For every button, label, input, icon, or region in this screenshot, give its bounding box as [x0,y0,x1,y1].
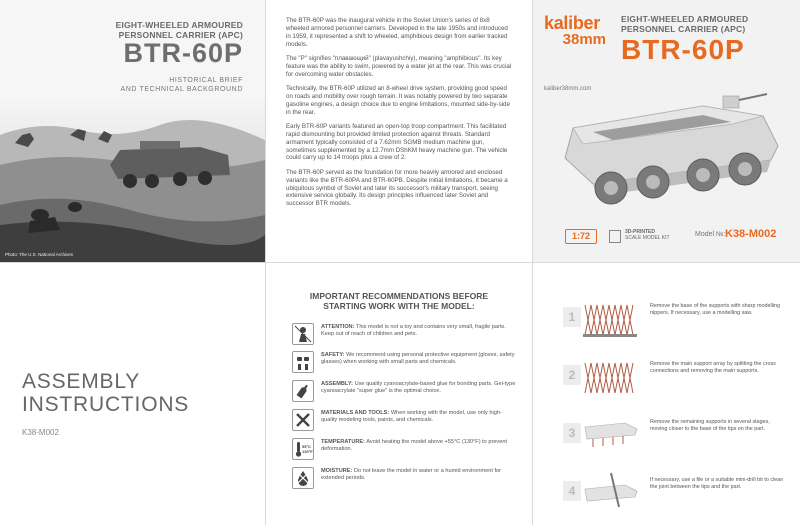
step-text: If necessary, use a file or a suitable mini-drill bit to clean the joint between the tips and the part. [650,477,784,490]
assembly-code: K38-M002 [22,428,59,437]
recommendation-item: MATERIALS AND TOOLS: When working with the model, use only high-quality modeling tools, paints, and chemicals. [292,409,517,435]
recommendation-item: MOISTURE: Do not leave the model in water or a humid environment for extended periods. [292,467,517,493]
recommendation-item: ATTENTION: This model is not a toy and contains very small, fragile parts. Keep out of reach of children and pets. [292,323,517,349]
no-water-icon [292,467,314,489]
btr-model-render [553,88,788,218]
step-text: Remove the base of the supports with sharp modelling nippers. If necessary, use a modelling saw. [650,303,781,316]
tools-icon [292,409,314,431]
step-number: 4 [563,481,581,501]
step-item [563,417,788,463]
recommendation-item: SAFETY: We recommend using personal protective equipment (gloves, safety glasses) when working with small parts and chemicals. [292,351,517,377]
glue-bottle-icon [292,380,314,402]
model-label: Model №: [695,231,726,238]
steps-panel [533,263,800,525]
cover-kicker: EIGHT-WHEELED ARMOURED PERSONNEL CARRIER (APC) [621,14,749,34]
brand-logo: kaliber 38mm [544,13,606,48]
description-text [286,17,512,215]
description-panel [266,0,532,262]
support-removal-illustration [581,301,641,339]
step-item [563,301,788,347]
model-number: K38-M002 [725,228,777,240]
step-item [563,469,788,515]
scale-badge: 1:72 [565,229,597,244]
cover-panel [533,0,800,262]
step-number: 3 [563,423,581,443]
step-number: 2 [563,365,581,385]
recommendation-item: 55°C 130°F TEMPERATURE: Avoid heating the model above +55°C (130°F) to prevent deformation. [292,438,517,464]
description-paragraph: The "P" signifies "плавающий" (plavayushchiy), meaning "amphibious". Its key feature was the ability to swim, powered by a water jet at the rear. This was crucial for overcoming water obstacles. [286,54,512,78]
step-text: Remove the remaining supports in several stages, moving closer to the base of the tips on the part. [650,419,770,432]
history-kicker: EIGHT-WHEELED ARMOURED PERSONNEL CARRIER (APC) [115,20,243,40]
description-paragraph: Early BTR-60P variants featured an open-top troop compartment. This facilitated rapid dismounting but provided limited protection against threats. Standard armament typically consisted of a 7.62mm SGMB medium machine gun, sometimes supplemented by a 12.7mm DShKM heavy machine gun. The vehicle could carry up to 14 troops plus a crew of 2. [286,122,508,162]
safety-gear-icon [292,351,314,373]
recommendations-heading: IMPORTANT RECOMMENDATIONS BEFORE STARTING WORK WITH THE MODEL: [309,291,489,311]
step-item [563,359,788,405]
cube-icon [609,230,621,243]
recommendation-item: ASSEMBLY: Use quality cyanoacrylate-based glue for bonding parts. Gel-type cyanoacrylate "super glue" is the optimal choice. [292,380,517,406]
cover-title: BTR-60P [621,34,745,65]
brand-url: kaliber38mm.com [544,86,592,92]
step-number: 1 [563,307,581,327]
assembly-title: ASSEMBLY INSTRUCTIONS [22,370,190,416]
child-warning-icon [292,323,314,345]
support-removal-illustration [581,359,641,397]
historical-photo [0,95,265,262]
support-removal-illustration [581,417,641,455]
history-subtitle: HISTORICAL BRIEF AND TECHNICAL BACKGROUND [120,77,243,93]
description-paragraph: The BTR-60P served as the foundation for more heavily armored and enclosed variants like the BTR-60PA and BTR-60PB. Despite initial limitations, it became a ubiquitous symbol of Soviet and later its successor's military transport, seeing extensive service globally. Its design principles influenced later Soviet and successor BTR models. [286,168,508,208]
assembly-panel [0,263,265,525]
recommendations-panel [266,263,532,525]
description-paragraph: The BTR-60P was the inaugural vehicle in the Soviet Union's series of 8x8 wheeled armored personnel carriers. Developed in the late 1950s and introduced in 1959, it represented a shift to wheeled, amphibious design from earlier tracked models. [286,17,508,48]
kit-type: 3D-PRINTED SCALE MODEL KIT [625,229,670,241]
file-cleanup-illustration [581,471,641,513]
history-panel [0,0,265,262]
step-text: Remove the main support array by splitting the cross connections and removing the main supports. [650,361,776,374]
photo-credit: Photo: The U.S. National Archives [5,252,73,257]
description-paragraph: Technically, the BTR-60P utilized an 8-wheel drive system, providing good speed on roads and mobility over rough terrain. It was notably powered by two separate gasoline engines, a design choice due to engine limitations, mounted side-by-side in the rear. [286,84,510,116]
history-title: BTR-60P [123,38,243,68]
thermometer-icon: 55°C 130°F [292,438,314,460]
